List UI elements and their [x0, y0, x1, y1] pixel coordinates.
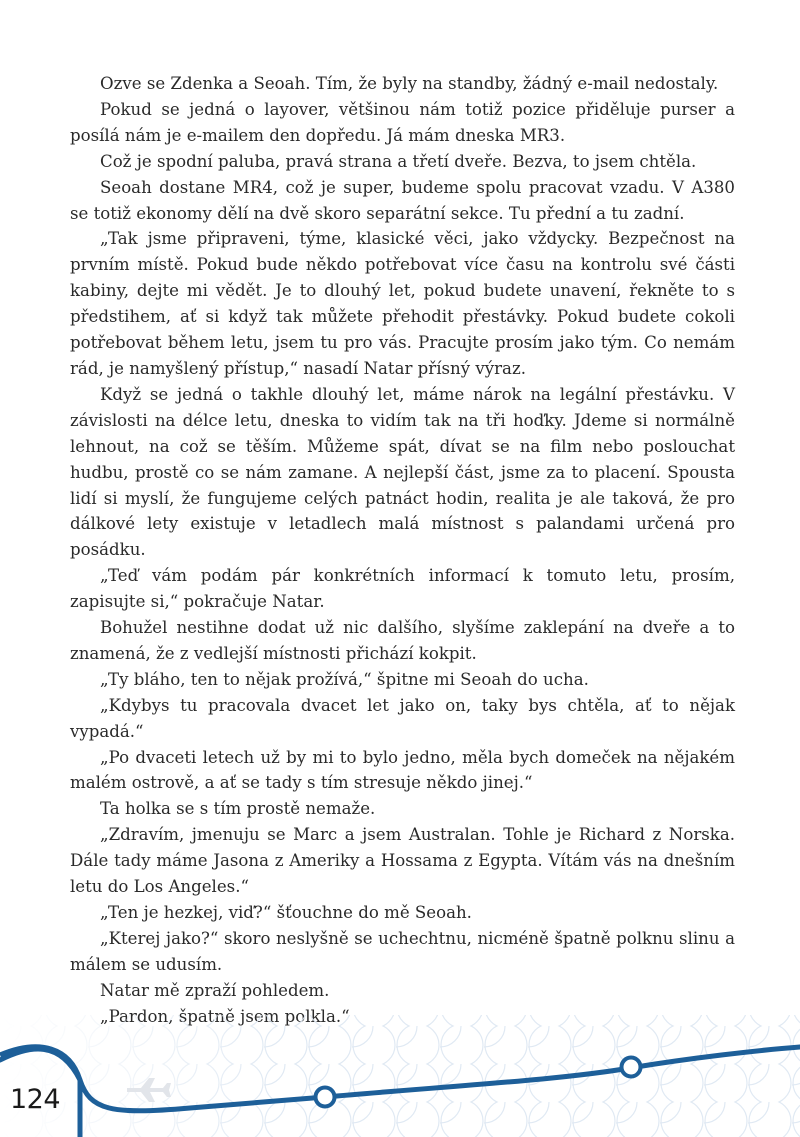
- paragraph: „Ty bláho, ten to nějak prožívá,“ špitne mi Seoah do ucha.: [100, 669, 589, 689]
- page-body-text: [70, 71, 735, 1030]
- paragraph: Natar mě zpraží pohledem.: [100, 980, 330, 1000]
- paragraph: Pokud se jedná o layover, většinou nám totiž pozice přiděluje purser a posílá nám je e-mailem den dopředu. Já mám dneska MR3.: [70, 99, 735, 145]
- route-node-icon: [622, 1058, 641, 1077]
- paragraph: Když se jedná o takhle dlouhý let, máme nárok na legální přestávku. V závislosti na délce letu, dneska to vidím tak na tři hoďky. Jdeme si normálně lehnout, na což se těším. Můžeme spát, dívat se na film nebo poslouchat hudbu, prostě co se nám zamane. A nejlepší část, jsme za to placení. Spousta lidí si myslí, že fungujeme celých patnáct hodin, realita je ale taková, že pro dálkové lety existuje v letadlech malá místnost s palandami určená pro posádku.: [70, 384, 735, 560]
- route-node-icon: [316, 1088, 335, 1107]
- paragraph: Bohužel nestihne dodat už nic dalšího, slyšíme zaklepání na dveře a to znamená, že z vedlejší místnosti přichází kokpit.: [70, 618, 735, 663]
- footer-pattern: [0, 1015, 800, 1137]
- paragraph: „Kterej jako?“ skoro neslyšně se uchechtnu, nicméně špatně polknu slinu a málem se udusím.: [70, 928, 735, 974]
- paragraph: „Zdravím, jmenuju se Marc a jsem Australan. Tohle je Richard z Norska. Dále tady máme Jasona z Ameriky a Hossama z Egypta. Vítám vás na dnešním letu do Los Angeles.“: [70, 825, 735, 897]
- paragraph: „Kdybys tu pracovala dvacet let jako on, taky bys chtěla, ať to nějak vypadá.“: [70, 695, 735, 741]
- paragraph: Seoah dostane MR4, což je super, budeme spolu pracovat vzadu. V A380 se totiž ekonomy dělí na dvě skoro separátní sekce. Tu přední a tu zadní.: [70, 177, 735, 223]
- paragraph: „Tak jsme připraveni, týme, klasické věci, jako vždycky. Bezpečnost na prvním místě. Pokud bude někdo potřebovat více času na kontrolu své části kabiny, dejte mi vědět. Je to dlouhý let, pokud budete unavení, řekněte to s předstihem, ať si když tak můžete přehodit přestávky. Pokud budete cokoli potřebovat během letu, jsem tu pro vás. Pracujte prosím jako tým. Co nemám rád, je namyšlený přístup,“ nasadí Natar přísný výraz.: [70, 229, 735, 378]
- footer-decoration: [0, 1010, 800, 1137]
- paragraph: Ozve se Zdenka a Seoah. Tím, že byly na standby, žádný e-mail nedostaly.: [100, 74, 719, 93]
- paragraph: „Po dvaceti letech už by mi to bylo jedno, měla bych domeček na nějakém malém ostrově, a ať se tady s tím stresuje někdo jinej.“: [70, 747, 735, 793]
- paragraph: „Ten je hezkej, viď?“ šťouchne do mě Seoah.: [100, 903, 472, 922]
- paragraph: Ta holka se s tím prostě nemaže.: [100, 799, 376, 819]
- paragraph: „Teď vám podám pár konkrétních informací k tomuto letu, prosím, zapisujte si,“ pokračuje Natar.: [70, 566, 735, 612]
- paragraph: Což je spodní paluba, pravá strana a třetí dveře. Bezva, to jsem chtěla.: [100, 151, 697, 171]
- page-number: 124: [10, 1084, 61, 1115]
